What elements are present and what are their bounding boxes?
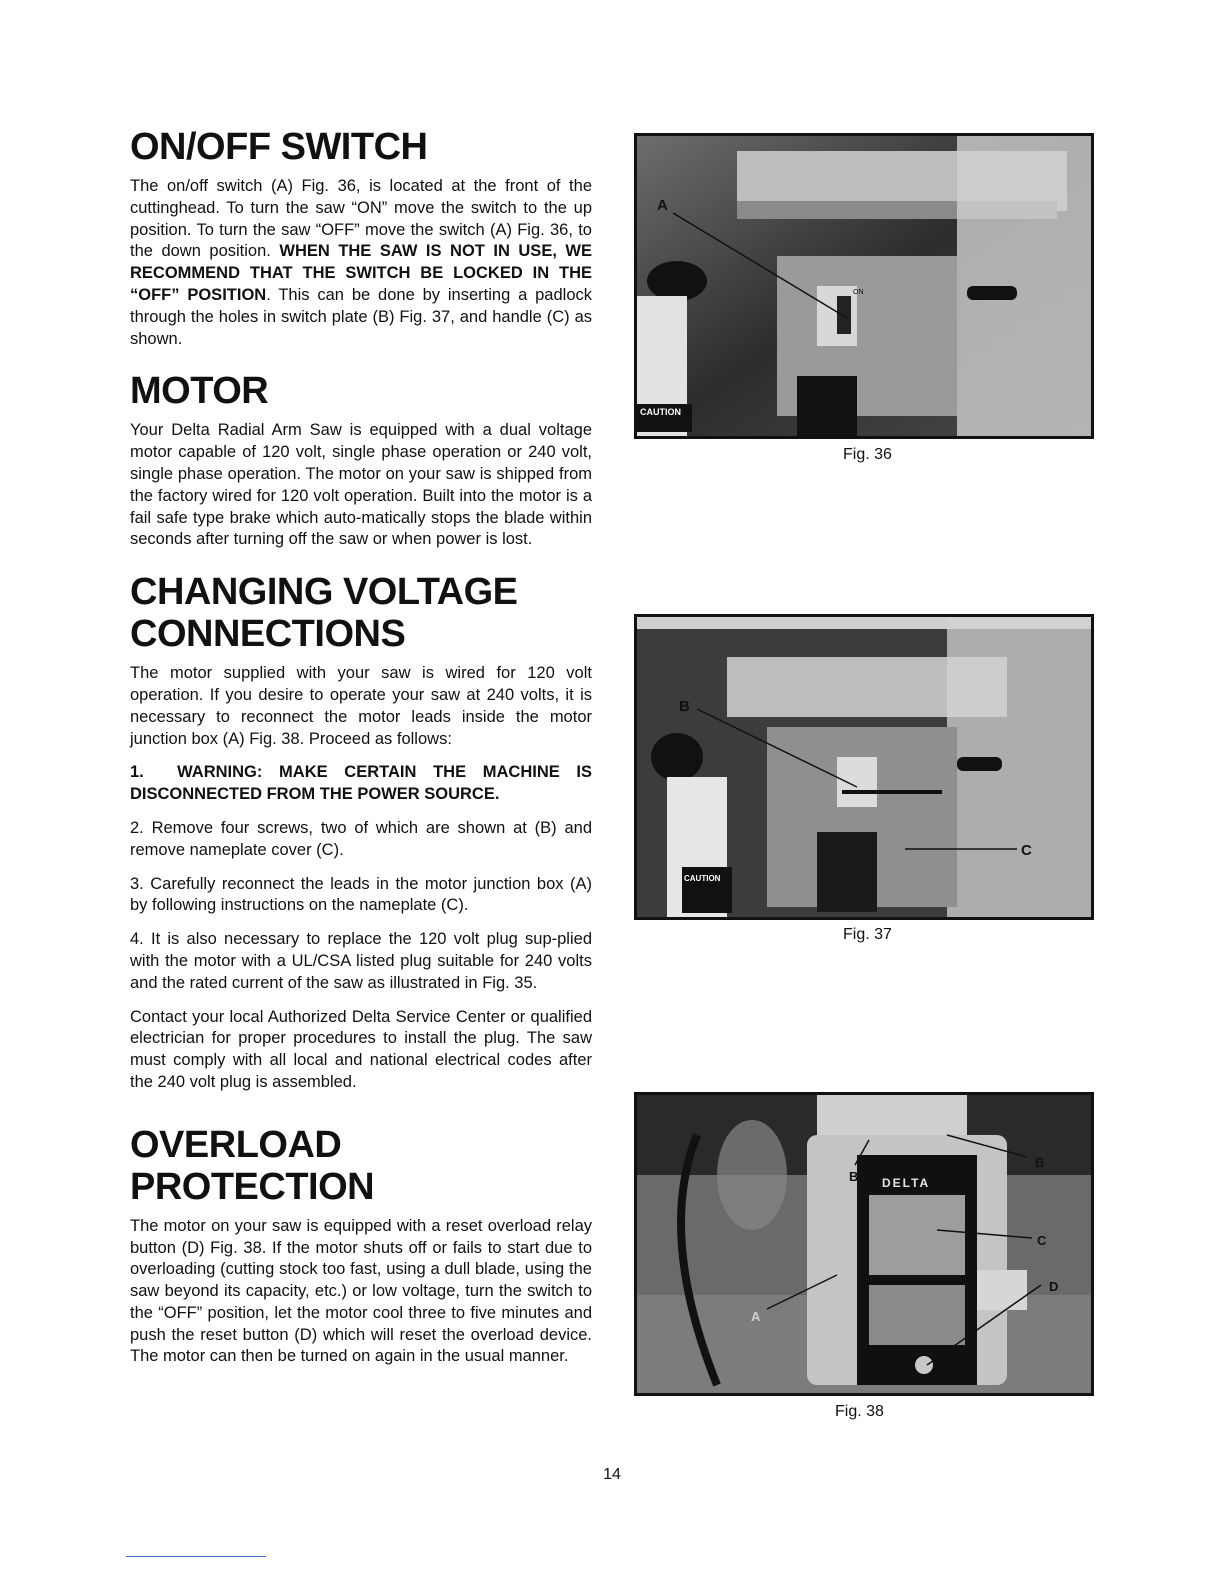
voltage-intro: The motor supplied with your saw is wired for 120 volt operation. If you desire to operate your saw at 240 volts, it is necessary to reconnect the motor leads inside the motor junction box (A) Fig. 38. Proceed as follows: [130, 664, 592, 748]
figure-37-photo [634, 614, 1094, 920]
delta-brand: DELTA [882, 1176, 931, 1190]
callout-c: C [1021, 842, 1032, 859]
step-1-text: WARNING: MAKE CERTAIN THE MACHINE IS DISCONNECTED FROM THE POWER SOURCE. [130, 763, 593, 804]
fig38-illustration [637, 1095, 1091, 1393]
section-on-off-switch [130, 126, 592, 350]
callout-c: C [1037, 1233, 1047, 1248]
caution-label: CAUTION [684, 874, 721, 883]
step-1 [130, 762, 592, 806]
title-line-2: CONNECTIONS [130, 613, 406, 656]
fig36-caption: Fig. 36 [843, 446, 892, 463]
switch-text-a: The on/off switch (A) Fig. 36, is located at the front of the cuttinghead. To turn the saw “ON” move the switch to the up position. To turn the saw “OFF” move the switch (A) Fig. 36, to the down position. [130, 177, 592, 261]
title-line-1: CHANGING VOLTAGE [130, 571, 518, 614]
switch-paragraph [130, 176, 592, 350]
section-title: MOTOR [130, 370, 269, 413]
page-number: 14 [603, 1466, 621, 1483]
switch-warning: WHEN THE SAW IS NOT IN USE, WE RECOMMEND THAT THE SWITCH BE LOCKED IN THE “OFF” POSITION [130, 242, 593, 304]
callout-a: A [751, 1309, 761, 1324]
section-motor [130, 370, 592, 551]
step-4: 4. It is also necessary to replace the 120 volt plug sup-plied with the motor with a UL/CSA listed plug suitable for 240 volts and the rated current of the saw as illustrated in Fig. 35. [130, 930, 592, 992]
fig38-caption: Fig. 38 [835, 1403, 884, 1420]
callout-b-left: B [849, 1169, 859, 1184]
step-2: 2. Remove four screws, two of which are shown at (B) and remove nameplate cover (C). [130, 818, 592, 859]
callout-b: B [679, 698, 690, 715]
switch-on-label: ON [853, 289, 864, 296]
motor-paragraph: Your Delta Radial Arm Saw is equipped with a dual voltage motor capable of 120 volt, single phase operation or 240 volt, single phase operation. The motor on your saw is shipped from the factory wired for 120 volt operation. Built into the motor is a fail safe type brake which auto-matically stops the blade within seconds after turning off the saw or when power is lost. [130, 421, 592, 549]
callout-a: A [657, 197, 668, 214]
callout-b-right: B [1035, 1155, 1045, 1170]
fig36-illustration [637, 136, 1091, 436]
section-title: ON/OFF SWITCH [130, 126, 428, 168]
overload-paragraph: The motor on your saw is equipped with a reset overload relay button (D) Fig. 38. If the motor shuts off or fails to start due to overloading (cutting stock too fast, using a dull blade, using the saw beyond its capacity, etc.) or low voltage, turn the switch to the “OFF” position, let the motor cool three to five minutes and push the reset button (D) which will reset the overload device. The motor can then be turned on again in the usual manner. [130, 1216, 592, 1366]
footer-rule [126, 1556, 266, 1557]
step-1-number: 1. [130, 763, 144, 782]
contact-paragraph: Contact your local Authorized Delta Service Center or qualified electrician for proper procedures to install the plug. The saw must comply with all local and national electrical codes after the 240 volt plug is assembled. [130, 1007, 592, 1091]
section-changing-voltage [130, 571, 592, 1094]
figure-36-photo [634, 133, 1094, 439]
section-title: OVERLOAD PROTECTION [130, 1123, 375, 1208]
text-column [130, 126, 592, 1388]
section-title [130, 571, 592, 655]
fig37-caption: Fig. 37 [843, 926, 892, 943]
callout-d: D [1049, 1279, 1059, 1294]
switch-text-c: . This can be done by inserting a padlock through the holes in switch plate (B) Fig. 37, and handle (C) as shown. [130, 285, 593, 348]
figure-38-photo [634, 1092, 1094, 1396]
section-overload-protection [130, 1124, 592, 1369]
fig37-illustration [637, 617, 1091, 917]
step-3: 3. Carefully reconnect the leads in the motor junction box (A) by following instructions on the nameplate (C). [130, 874, 592, 915]
caution-label: CAUTION [640, 407, 681, 417]
